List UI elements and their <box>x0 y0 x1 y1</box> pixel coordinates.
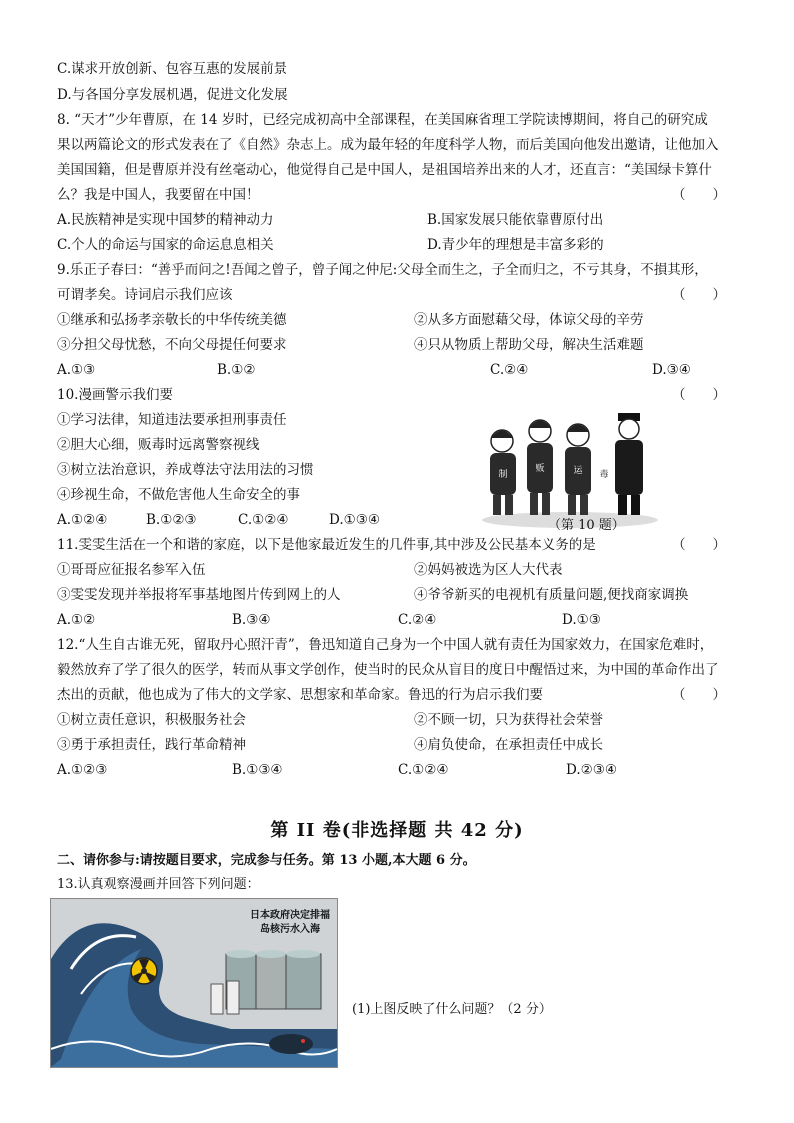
q12-stem-line-3: 杰出的贡献，他也成为了伟大的文学家、思想家和革命家。鲁迅的行为启示我们要 <box>57 687 543 703</box>
q10-statement-3: ③树立法治意识，养成尊法守法用法的习惯 <box>57 462 314 478</box>
q11-option-b: B.③④ <box>232 612 271 628</box>
figure-label-4: 毒 <box>599 470 609 480</box>
q11-stem: 11.雯雯生活在一个和谐的家庭，以下是他家最近发生的几件事,其中涉及公民基本义务的是 <box>57 537 596 553</box>
q8-option-b: B.国家发展只能依靠曹原付出 <box>427 212 604 228</box>
section-2-heading: 二、请你参与:请按题目要求，完成参与任务。第 13 小题,本大题 6 分。 <box>57 853 476 868</box>
q11-option-c: C.②④ <box>398 612 437 628</box>
q11-answer-paren[interactable]: （ ） <box>672 537 726 553</box>
q12-option-a: A.①②③ <box>57 762 108 778</box>
q9-statement-2: ②从多方面慰藉父母，体谅父母的辛劳 <box>414 312 644 328</box>
police-figure <box>615 413 643 515</box>
q11-statement-1: ①哥哥应征报名参军入伍 <box>57 562 206 578</box>
figure-label-3: 运 <box>573 466 583 476</box>
q12-statement-2: ②不顾一切，只为获得社会荣誉 <box>414 712 603 728</box>
q8-stem-line-4: 么？我是中国人，我要留在中国！ <box>57 187 260 203</box>
q12-stem-line-2: 毅然放弃了学了很久的医学，转而从事文学创作，使当时的民众从盲目的度日中醒悟过来，为中国的革命作出了 <box>57 662 719 678</box>
q9-option-c: C.②④ <box>490 362 529 378</box>
q9-statement-4: ④只从物质上帮助父母，解决生活难题 <box>414 337 644 353</box>
q12-stem-line-1: 12.“人生自古谁无死，留取丹心照汗青”，鲁迅知道自己身为一个中国人就有责任为国家效力，在国家危难时， <box>57 637 714 653</box>
q8-stem-line-1: 8. “天才”少年曹原，在 14 岁时，已经完成初高中全部课程，在美国麻省理工学院读博期间，将自己的研究成 <box>57 112 708 128</box>
q10-figure-caption: （第 10 题） <box>548 518 625 533</box>
q12-option-c: C.①②④ <box>398 762 449 778</box>
q7-option-c: C.谋求开放创新、包容互惠的发展前景 <box>57 61 288 77</box>
q9-option-d: D.③④ <box>652 362 691 378</box>
q10-option-b: B.①②③ <box>146 512 197 528</box>
q8-option-c: C.个人的命运与国家的命运息息相关 <box>57 237 274 253</box>
q11-option-d: D.①③ <box>562 612 601 628</box>
q9-answer-paren[interactable]: （ ） <box>672 287 726 303</box>
figure-label-2: 贩 <box>535 464 545 474</box>
q12-answer-paren[interactable]: （ ） <box>672 687 726 703</box>
q8-answer-paren[interactable]: （ ） <box>672 187 726 203</box>
q12-option-b: B.①③④ <box>232 762 283 778</box>
q9-statement-1: ①继承和弘扬孝亲敬长的中华传统美德 <box>57 312 287 328</box>
q9-stem-line-1: 9.乐正子春曰：“善乎而问之!吾闻之曾子，曾子闻之仲尼:父母全而生之，子全而归之，不亏其身，不損其形， <box>57 262 708 278</box>
figure-label-1: 制 <box>498 470 508 480</box>
q13-cartoon-image <box>50 898 338 1068</box>
q10-answer-paren[interactable]: （ ） <box>672 387 726 403</box>
q11-option-a: A.①② <box>57 612 96 628</box>
q10-option-d: D.①③④ <box>329 512 380 528</box>
q9-option-a: A.①③ <box>57 362 96 378</box>
q11-statement-2: ②妈妈被选为区人大代表 <box>414 562 563 578</box>
q12-statement-4: ④肩负使命，在承担责任中成长 <box>414 737 603 753</box>
q13-subquestion-1: (1)上图反映了什么问题？（2 分） <box>352 1002 552 1017</box>
q11-statement-4: ④爷爷新买的电视机有质量问题,便找商家调换 <box>414 587 689 603</box>
q11-statement-3: ③雯雯发现并举报将军事基地图片传到网上的人 <box>57 587 341 603</box>
q12-statement-1: ①树立责任意识，积极服务社会 <box>57 712 246 728</box>
q13-figure-heading: 日本政府决定排福岛核污水入海 <box>250 910 330 935</box>
q10-statement-2: ②胆大心细，贩毒时远离警察视线 <box>57 437 260 453</box>
part-2-title: 第 II 卷(非选择题 共 42 分) <box>270 820 524 841</box>
q8-option-a: A.民族精神是实现中国梦的精神动力 <box>57 212 274 228</box>
q10-stem: 10.漫画警示我们要 <box>57 387 173 403</box>
q9-stem-line-2: 可谓孝矣。诗词启示我们应该 <box>57 287 233 303</box>
q13-stem: 13.认真观察漫画并回答下列问题： <box>57 877 260 892</box>
q12-option-d: D.②③④ <box>566 762 617 778</box>
q8-stem-line-2: 果以两篇论文的形式发表在了《自然》杂志上。成为最年轻的年度科学人物，而后美国向他发出邀请，让他加入 <box>57 137 719 153</box>
q10-option-a: A.①②④ <box>57 512 108 528</box>
q12-statement-3: ③勇于承担责任，践行革命精神 <box>57 737 246 753</box>
q8-stem-line-3: 美国国籍，但是曹原并没有丝毫动心，他觉得自己是中国人，是祖国培养出来的人才，还直言：“美国绿卡算什 <box>57 162 712 178</box>
q10-option-c: C.①②④ <box>238 512 289 528</box>
q10-statement-1: ①学习法律，知道违法要承担刑事责任 <box>57 412 287 428</box>
q9-option-b: B.①② <box>217 362 256 378</box>
q8-option-d: D.青少年的理想是丰富多彩的 <box>427 237 604 253</box>
q10-cartoon-image <box>480 405 662 530</box>
q7-option-d: D.与各国分享发展机遇，促进文化发展 <box>57 87 288 103</box>
q10-statement-4: ④珍视生命，不做危害他人生命安全的事 <box>57 487 300 503</box>
q9-statement-3: ③分担父母忧愁，不向父母提任何要求 <box>57 337 287 353</box>
